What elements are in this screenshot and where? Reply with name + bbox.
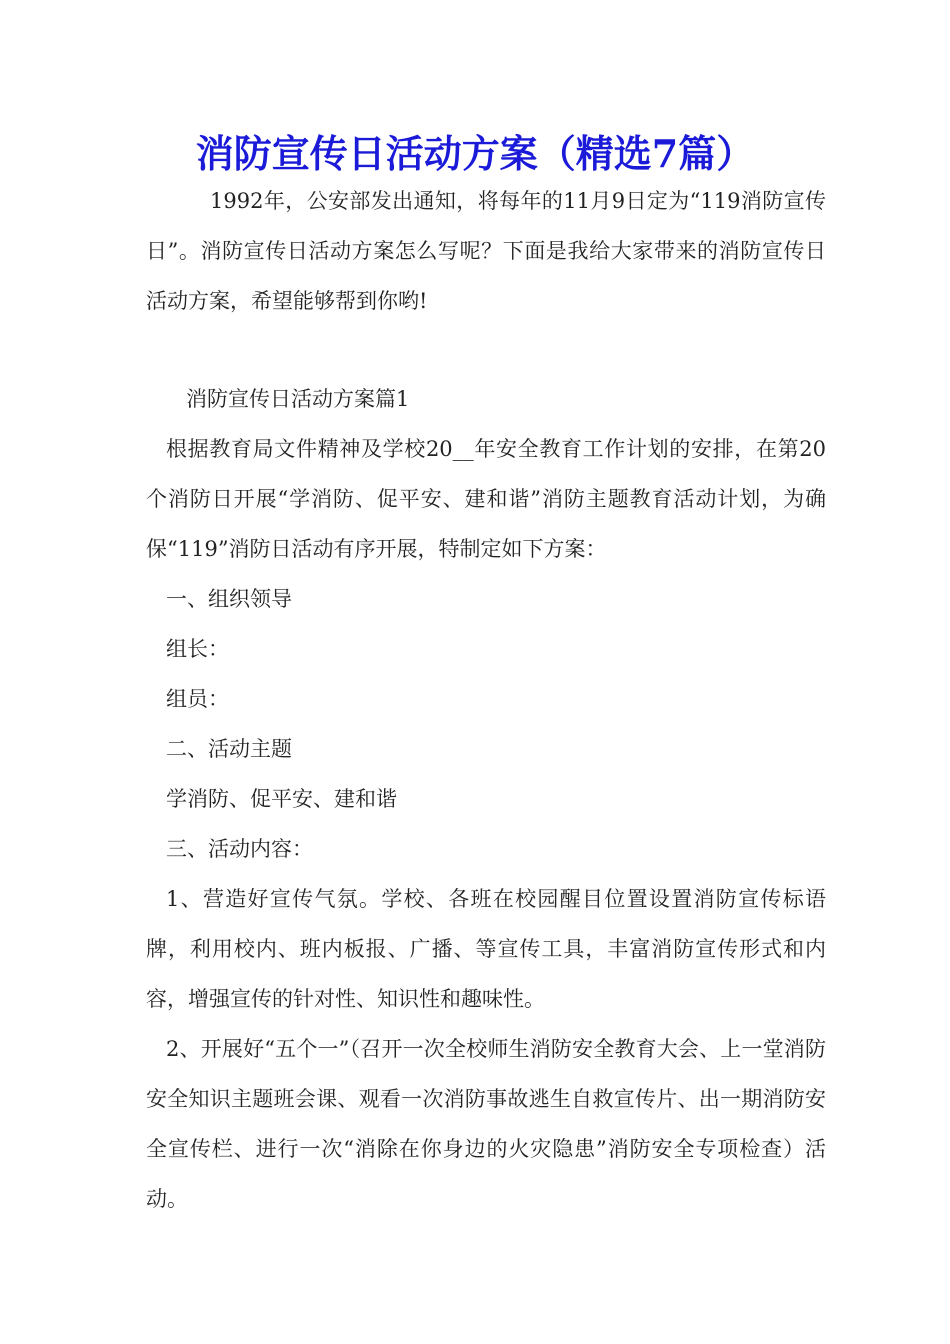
heading-content: 三、活动内容： [166, 837, 313, 861]
paragraph-item-1: 1、营造好宣传气氛。学校、各班在校园醒目位置设置消防宣传标语牌，利用校内、班内板报、广播、等宣传工具，丰富消防宣传形式和内容，增强宣传的针对性、知识性和趣味性。 [146, 887, 826, 1011]
intro-paragraph: 1992年，公安部发出通知，将每年的11月9日定为“119消防宣传日”。消防宣传日活动方案怎么写呢？下面是我给大家带来的消防宣传日活动方案，希望能够帮到你哟! [146, 189, 826, 313]
paragraph-item-2: 2、开展好“五个一”（召开一次全校师生消防安全教育大会、上一堂消防安全知识主题班会课、观看一次消防事故逃生自救宣传片、出一期消防安全宣传栏、进行一次“消除在你身边的火灾隐患”消防安全专项检查）活动。 [146, 1037, 826, 1211]
paragraph-basis: 根据教育局文件精神及学校20__年安全教育工作计划的安排，在第20个消防日开展“学消防、促平安、建和谐”消防主题教育活动计划，为确保“119”消防日活动有序开展，特制定如下方案： [146, 437, 826, 561]
theme-text: 学消防、促平安、建和谐 [166, 787, 397, 811]
heading-organization: 一、组织领导 [166, 587, 292, 611]
item-leader: 组长： [166, 637, 229, 661]
section-title: 消防宣传日活动方案篇1 [186, 387, 410, 411]
item-members: 组员： [166, 687, 229, 711]
heading-theme: 二、活动主题 [166, 737, 292, 761]
document-title: 消防宣传日活动方案（精选7篇） [195, 131, 755, 176]
